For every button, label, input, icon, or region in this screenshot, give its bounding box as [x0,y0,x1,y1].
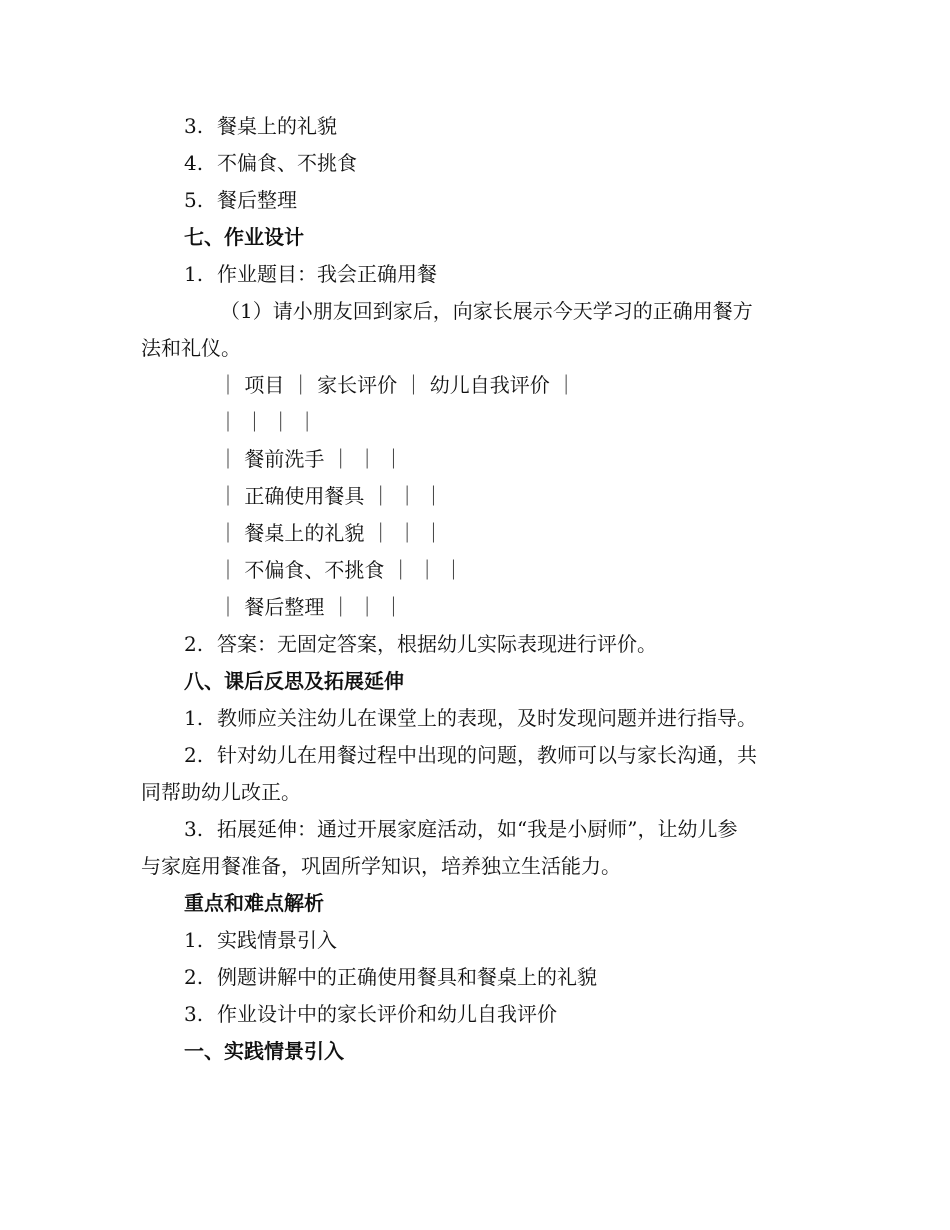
list-item: 2. 例题讲解中的正确使用餐具和餐桌上的礼貌 [184,965,597,989]
table-row: ｜ 餐桌上的礼貌 ｜ ｜ ｜ [218,521,444,545]
table-row: ｜ 不偏食、不挑食 ｜ ｜ ｜ [218,558,464,582]
list-item: 3. 拓展延伸：通过开展家庭活动，如“我是小厨师”，让幼儿参 [184,817,738,841]
paragraph-line: （1）请小朋友回到家后，向家长展示今天学习的正确用餐方 [220,299,753,323]
list-item: 4. 不偏食、不挑食 [184,151,357,175]
paragraph-line: 同帮助幼儿改正。 [141,780,301,804]
paragraph-line: 法和礼仪。 [141,336,241,360]
section-heading: 重点和难点解析 [184,891,324,915]
section-heading: 一、实践情景引入 [184,1039,344,1063]
table-row: ｜ 正确使用餐具 ｜ ｜ ｜ [218,484,444,508]
list-item: 3. 餐桌上的礼貌 [184,114,337,138]
table-row: ｜ ｜ ｜ ｜ [218,410,318,434]
section-heading: 八、课后反思及拓展延伸 [184,669,404,693]
table-row: ｜ 餐后整理 ｜ ｜ ｜ [218,595,404,619]
list-item: 2. 针对幼儿在用餐过程中出现的问题，教师可以与家长沟通，共 [184,743,757,767]
table-row: ｜ 餐前洗手 ｜ ｜ ｜ [218,447,404,471]
list-item: 2. 答案：无固定答案，根据幼儿实际表现进行评价。 [184,632,657,656]
table-row: ｜ 项目 ｜ 家长评价 ｜ 幼儿自我评价 ｜ [218,373,577,397]
document-body [0,108,950,1070]
list-item: 1. 教师应关注幼儿在课堂上的表现，及时发现问题并进行指导。 [184,706,757,730]
paragraph-line: 与家庭用餐准备，巩固所学知识，培养独立生活能力。 [141,854,621,878]
list-item: 3. 作业设计中的家长评价和幼儿自我评价 [184,1002,557,1026]
list-item: 1. 实践情景引入 [184,928,337,952]
list-item: 5. 餐后整理 [184,188,297,212]
section-heading: 七、作业设计 [184,225,304,249]
list-item: 1. 作业题目：我会正确用餐 [184,262,437,286]
